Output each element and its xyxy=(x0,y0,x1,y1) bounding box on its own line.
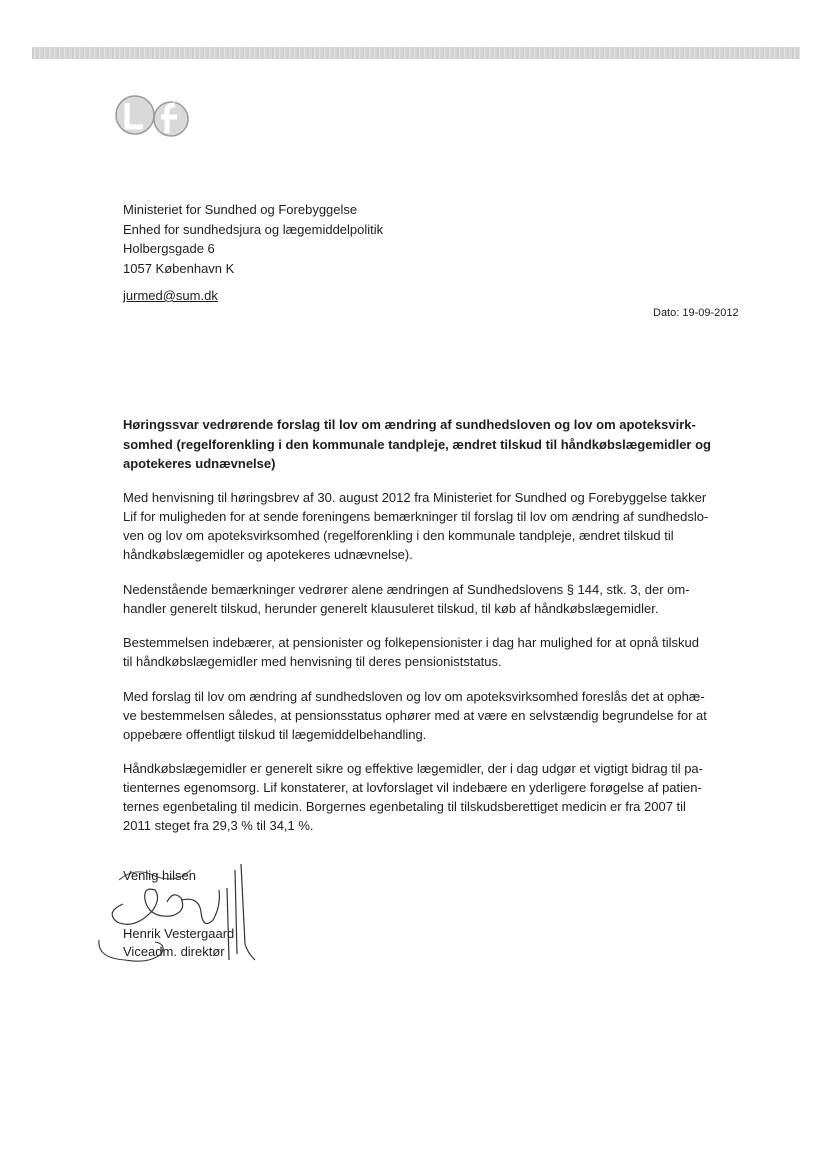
paragraph-conclusion xyxy=(123,759,723,835)
signature-closing: Venlig hilsen xyxy=(123,868,196,883)
signatory-name: Henrik Vestergaard xyxy=(123,926,235,941)
text-line: Lif for muligheden for at sende foreningens bemærkninger til forslag til lov om ændring af sundhedslo- xyxy=(123,509,709,524)
subject-line: apotekeres udnævnelse) xyxy=(123,456,276,471)
text-line: til håndkøbslægemidler med henvisning til deres pensioniststatus. xyxy=(123,654,502,669)
recipient-address xyxy=(123,200,383,278)
lif-logo xyxy=(113,93,203,139)
paragraph-proposal xyxy=(123,687,723,744)
recipient-line: 1057 København K xyxy=(123,260,235,276)
recipient-line: Ministeriet for Sundhed og Forebyggelse xyxy=(123,202,358,217)
subject-line: somhed (regelforenkling i den kommunale tandpleje, ændret tilskud til håndkøbslægemidler og xyxy=(123,436,711,452)
text-line: Med henvisning til høringsbrev af 30. august 2012 fra Ministeriet for Sundhed og Forebyggelse takker xyxy=(123,490,707,505)
subject-heading xyxy=(123,415,718,474)
letter-date: Dato: 19-09-2012 xyxy=(653,307,739,319)
text-line: Håndkøbslægemidler er generelt sikre og effektive lægemidler, der i dag udgør et vigtigt bidrag til pa- xyxy=(123,761,703,776)
text-line: ternes egenbetaling til medicin. Borgernes egenbetaling til tilskudsberettiget medicin er fra 2007 til xyxy=(123,799,686,814)
text-line: Med forslag til lov om ændring af sundhedsloven og lov om apoteksvirksomhed foreslås det at ophæ- xyxy=(123,689,705,704)
signatory-title: Viceadm. direktør xyxy=(123,944,225,959)
recipient-line: Holbergsgade 6 xyxy=(123,241,215,256)
text-line: håndkøbslægemidler og apotekeres udnævnelse). xyxy=(123,547,413,562)
paragraph-provision xyxy=(123,633,723,671)
text-line: Nedenstående bemærkninger vedrører alene ændringen af Sundhedslovens § 144, stk. 3, der om- xyxy=(123,582,690,597)
text-line: 2011 steget fra 29,3 % til 34,1 %. xyxy=(123,818,314,833)
text-line: tienternes egenomsorg. Lif konstaterer, at lovforslaget vil indebære en yderligere forøgelse af patien- xyxy=(123,780,702,795)
text-line: ven og lov om apoteksvirksomhed (regelforenkling i den kommunale tandpleje, ændret tilskud til xyxy=(123,528,674,543)
paragraph-scope xyxy=(123,580,723,618)
recipient-line: Enhed for sundhedsjura og lægemiddelpolitik xyxy=(123,221,384,237)
subject-line: Høringssvar vedrørende forslag til lov om ændring af sundhedsloven og lov om apoteksvirk- xyxy=(123,417,696,432)
text-line: handler generelt tilskud, herunder generelt klausuleret tilskud, til køb af håndkøbslægemidler. xyxy=(123,601,659,616)
paragraph-reference xyxy=(123,488,723,564)
text-line: ve bestemmelsen således, at pensionsstatus ophører med at være en selvstændig begrundelse for at xyxy=(123,708,707,723)
scan-header-strip xyxy=(32,47,800,59)
text-line: Bestemmelsen indebærer, at pensionister og folkepensionister i dag har mulighed for at opnå tilskud xyxy=(123,635,699,650)
email-link[interactable]: jurmed@sum.dk xyxy=(123,288,218,303)
text-line: oppebære offentligt tilskud til lægemiddelbehandling. xyxy=(123,727,427,742)
